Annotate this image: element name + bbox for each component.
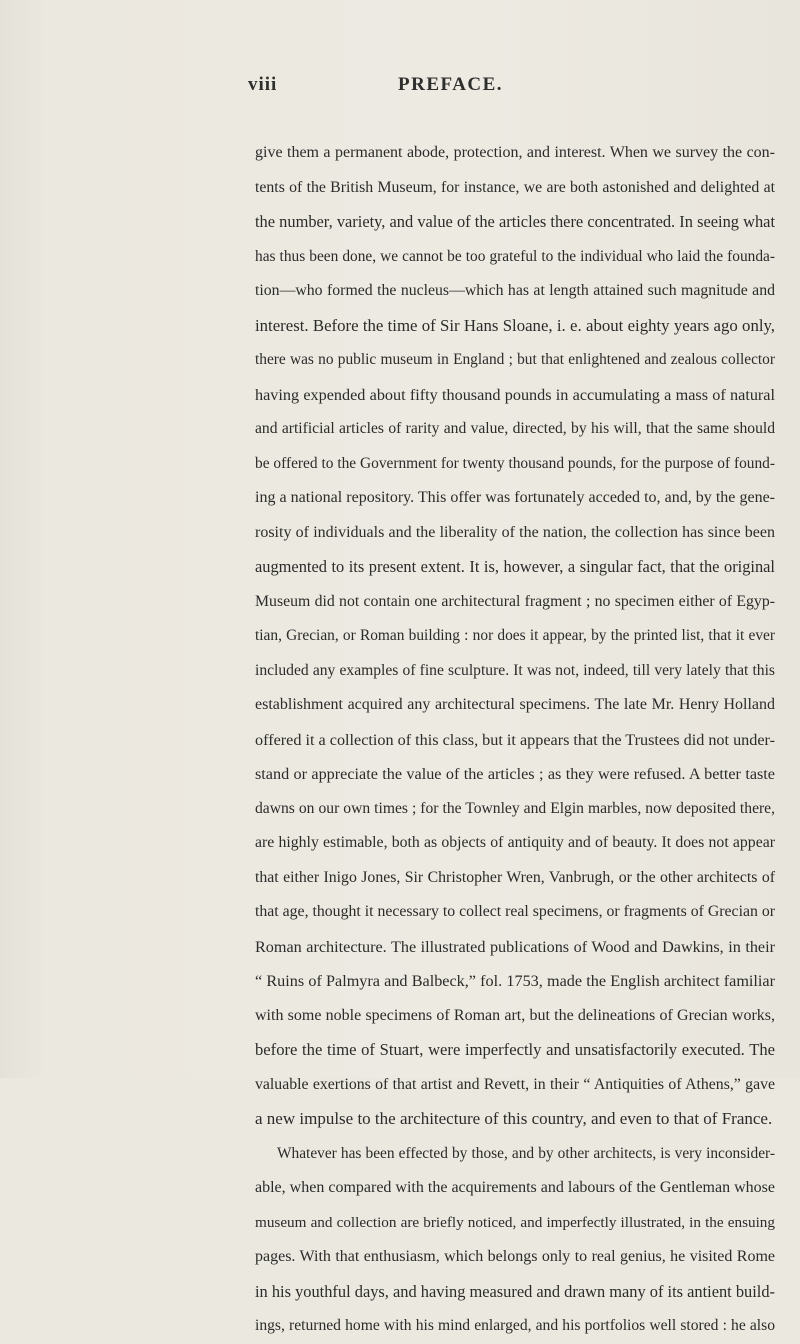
page-number: viii bbox=[248, 74, 278, 95]
text-line: Whatever has been effected by those, and by other architects, is very inconsider- bbox=[277, 1144, 775, 1162]
text-line: Roman architecture. The illustrated publications of Wood and Dawkins, in their bbox=[255, 937, 775, 956]
text-line: offered it a collection of this class, but it appears that the Trustees did not under- bbox=[255, 730, 775, 749]
text-line: museum and collection are briefly noticed, and imperfectly illustrated, in the ensuing bbox=[255, 1213, 775, 1231]
text-line: there was no public museum in England ; but that enlightened and zealous collector bbox=[255, 351, 775, 368]
text-line: the number, variety, and value of the articles there concentrated. In seeing what bbox=[255, 212, 775, 231]
running-head bbox=[248, 74, 504, 104]
text-line: dawns on our own times ; for the Townley and Elgin marbles, now deposited there, bbox=[255, 799, 775, 817]
text-line: Museum did not contain one architectural fragment ; no specimen either of Egyp- bbox=[255, 592, 775, 610]
text-line: has thus been done, we cannot be too grateful to the individual who laid the founda- bbox=[255, 247, 775, 265]
text-line: pages. With that enthusiasm, which belongs only to real genius, he visited Rome bbox=[255, 1248, 775, 1265]
text-line: that age, thought it necessary to collect real specimens, or fragments of Grecian or bbox=[255, 903, 775, 920]
text-line: able, when compared with the acquirements and labours of the Gentleman whose bbox=[255, 1179, 775, 1196]
text-line: that either Inigo Jones, Sir Christopher Wren, Vanbrugh, or the other architects of bbox=[255, 868, 775, 886]
text-line: included any examples of fine sculpture. It was not, indeed, till very lately that this bbox=[255, 661, 775, 679]
text-line: augmented to its present extent. It is, however, a singular fact, that the original bbox=[255, 557, 775, 576]
text-line: tian, Grecian, or Roman building : nor does it appear, by the printed list, that it ever bbox=[255, 627, 775, 644]
text-line: give them a permanent abode, protection, and interest. When we survey the con- bbox=[255, 144, 775, 161]
text-line: in his youthful days, and having measured and drawn many of its antient build- bbox=[255, 1281, 775, 1301]
running-title: PREFACE. bbox=[398, 74, 504, 95]
text-line: a new impulse to the architecture of this country, and even to that of France. bbox=[255, 1109, 773, 1128]
text-line: with some noble specimens of Roman art, but the delineations of Grecian works, bbox=[255, 1006, 775, 1024]
text-line: and artificial articles of rarity and value, directed, by his will, that the same should bbox=[255, 420, 775, 437]
text-line: are highly estimable, both as objects of antiquity and of beauty. It does not appear bbox=[255, 834, 775, 851]
text-line: before the time of Stuart, were imperfectly and unsatisfactorily executed. The bbox=[255, 1040, 775, 1059]
text-line: having expended about fifty thousand pounds in accumulating a mass of natural bbox=[255, 385, 775, 404]
text-line: stand or appreciate the value of the articles ; as they were refused. A better taste bbox=[255, 765, 775, 783]
text-line: establishment acquired any architectural specimens. The late Mr. Henry Holland bbox=[255, 696, 775, 713]
text-line: rosity of individuals and the liberality of the nation, the collection has since been bbox=[255, 523, 775, 541]
text-line: tents of the British Museum, for instance, we are both astonished and delighted at bbox=[255, 178, 775, 196]
text-line: tion—who formed the nucleus—which has at length attained such magnitude and bbox=[255, 282, 775, 299]
text-line: ings, returned home with his mind enlarged, and his portfolios well stored : he also bbox=[255, 1317, 775, 1334]
text-line: be offered to the Government for twenty thousand pounds, for the purpose of found- bbox=[255, 454, 775, 472]
text-line: ing a national repository. This offer was fortunately acceded to, and, by the gene- bbox=[255, 489, 775, 506]
text-line: interest. Before the time of Sir Hans Sloane, i. e. about eighty years ago only, bbox=[255, 315, 775, 335]
text-line: valuable exertions of that artist and Revett, in their “ Antiquities of Athens,” gave bbox=[255, 1075, 775, 1093]
text-line: “ Ruins of Palmyra and Balbeck,” fol. 1753, made the English architect familiar bbox=[255, 972, 775, 990]
body-text bbox=[255, 136, 775, 1344]
